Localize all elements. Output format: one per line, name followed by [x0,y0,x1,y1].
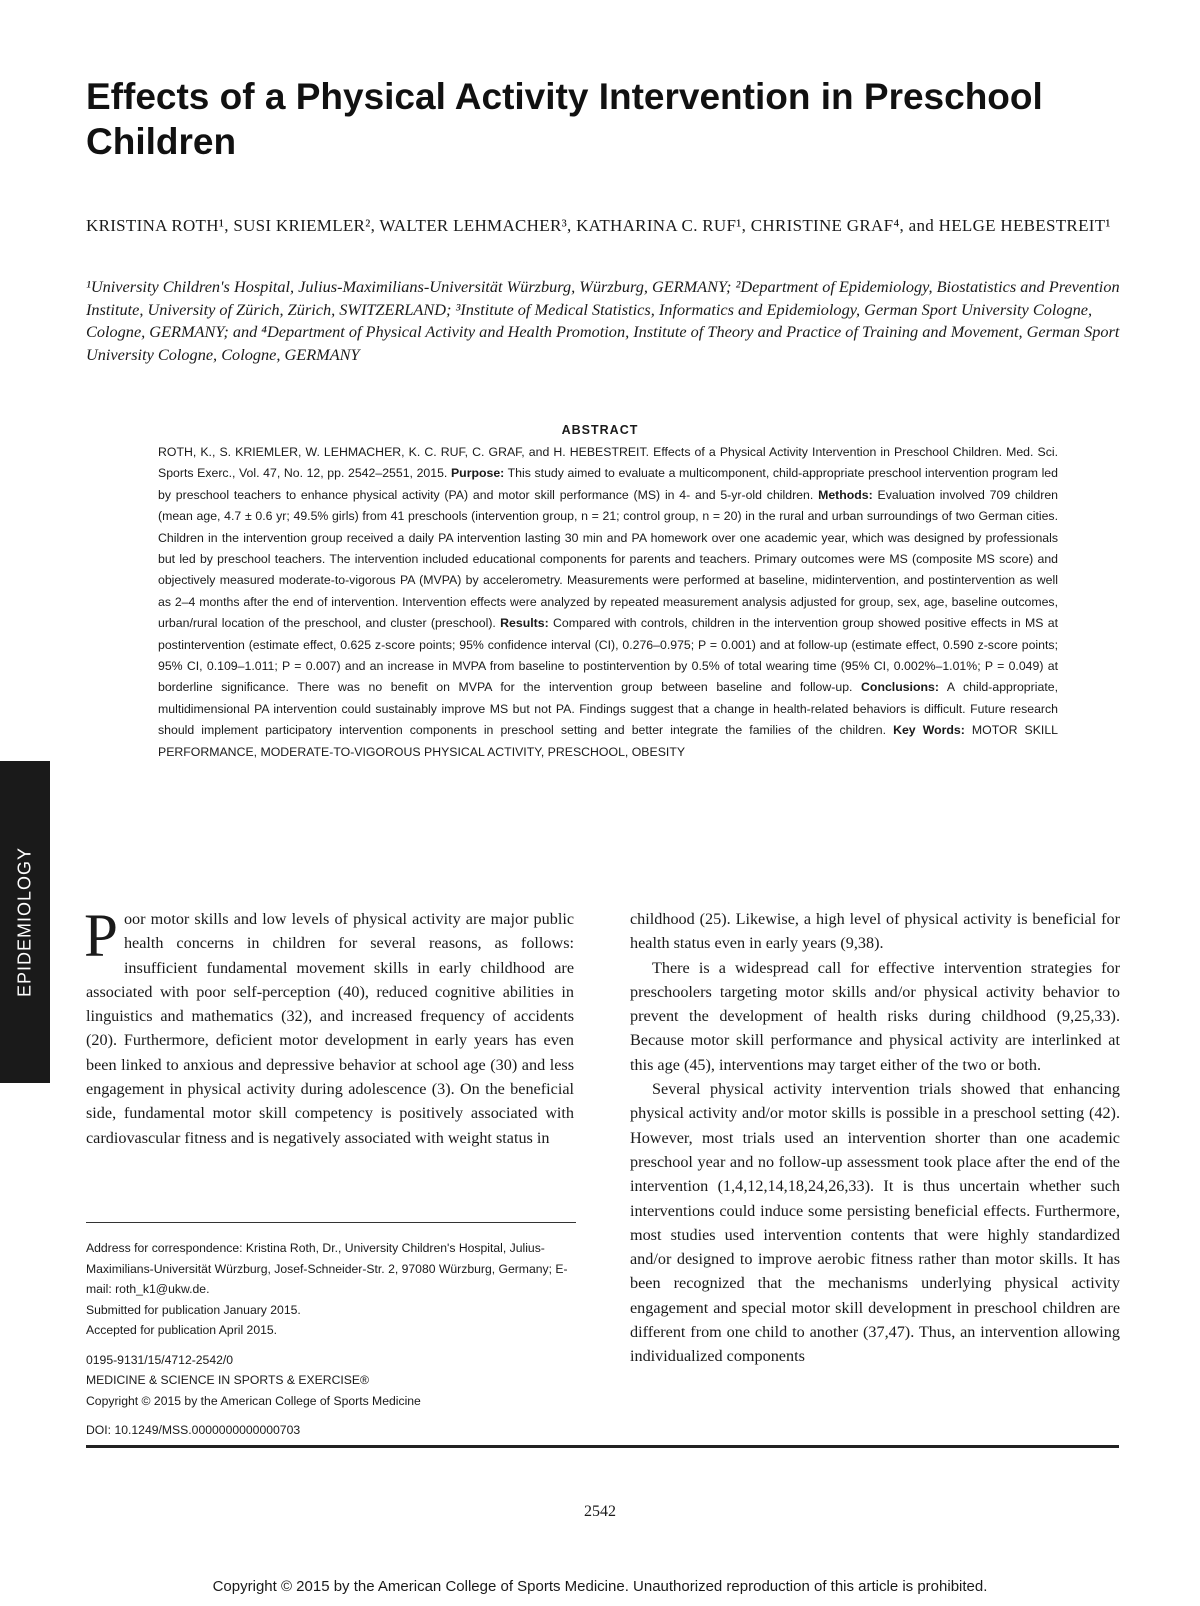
accepted-date: Accepted for publication April 2015. [86,1323,278,1337]
abstract-citation: ROTH, K., S. KRIEMLER, W. LEHMACHER, K. C. RUF, C. GRAF, and H. HEBESTREIT. Effects of a Physical Activity Intervention in Preschool Children. Med. Sci. Sports Exerc., Vol. 47, No. 12, pp. 2542–2551, 2015. [158,445,1058,481]
abstract-body [158,442,1058,763]
paragraph: There is a widespread call for effective intervention strategies for preschoolers targeting motor skills and/or physical activity behavior to prevent the development of health risks during childhood (9,25,33). Because motor skill performance and physical activity are interlinked at this age (45), interventions may target either of the two or both. [630,958,1120,1074]
drop-cap: P [84,903,118,970]
abstract-purpose-label: Purpose: [450,466,505,481]
abstract-results: Compared with controls, children in the intervention group showed positive effects in MS at postintervention (estimate effect, 0.625 z-score points; 95% confidence interval (CI), 0.276–0.975; P = 0.001) and at follow-up (estimate effect, 0.590 z-score points; 95% CI, 0.109–1.011; P = 0.007) and an increase in MVPA from baseline to postintervention by 0.5% of total wearing time (95% CI, 0.002%–1.01%; P = 0.049) at borderline significance. There was no benefit on MVPA for the intervention group between baseline and follow-up. [158,616,1059,695]
correspondence-address: Address for correspondence: Kristina Roth, Dr., University Children's Hospital, Julius-Maximilians-Universität Würzburg, Josef-Schneider-Str. 2, 97080 Würzburg, Germany; E-mail: roth_k1@ukw.de. [86,1241,568,1296]
abstract-methods-label: Methods: [818,487,873,502]
submitted-date: Submitted for publication January 2015. [86,1302,301,1317]
author-list: KRISTINA ROTH¹, SUSI KRIEMLER², WALTER LEHMACHER³, KATHARINA C. RUF¹, CHRISTINE GRAF⁴, and HELGE HEBESTREIT¹ [86,216,1111,235]
doi: DOI: 10.1249/MSS.0000000000000703 [86,1423,301,1437]
abstract-purpose: This study aimed to evaluate a multicomponent, child-appropriate preschool intervention program led by preschool teachers to enhance physical activity (PA) and motor skill performance (MS) in 4- and 5-yr-old children. [158,466,1058,502]
abstract-conclusions: A child-appropriate, multidimensional PA intervention could sustainably improve MS but not PA. Findings suggest that a change in health-related behaviors is difficult. Future research should implement participatory intervention components in preschool setting and better integrate the families of the children. [158,680,1058,738]
article-code: 0195-9131/15/4712-2542/0 [86,1352,234,1367]
affiliations: ¹University Children's Hospital, Julius-Maximilians-Universität Würzburg, Würzburg, GERMANY; ²Department of Epidemiology, Biostatistics and Prevention Institute, University of Zürich, Zürich, SWITZERLAND; ³Institute of Medical Statistics, Informatics and Epidemiology, German Sport University Cologne, Cologne, GERMANY; and ⁴Department of Physical Activity and Health Promotion, Institute of Theory and Practice of Training and Movement, German Sport University Cologne, Cologne, GERMANY [86,277,1120,364]
article-title: Effects of a Physical Activity Intervention in Preschool Children [86,76,1043,162]
paragraph-continued: childhood (25). Likewise, a high level of physical activity is beneficial for health status even in early years (9,38). [630,910,1120,953]
journal-copyright: Copyright © 2015 by the American College of Sports Medicine [86,1393,421,1408]
abstract-methods: Evaluation involved 709 children (mean age, 4.7 ± 0.6 yr; 49.5% girls) from 41 preschools (intervention group, n = 21; control group, n = 20) in the rural and urban surroundings of two German cities. Children in the intervention group received a daily PA intervention lasting 30 min and PA homework over one academic year, which was designed by professionals but led by preschool teachers. The intervention included educational components for parents and teachers. Primary outcomes were MS (composite MS score) and objectively measured moderate-to-vigorous PA (MVPA) by accelerometry. Measurements were performed at baseline, midintervention, and postintervention as well as 2–4 months after the end of intervention. Intervention effects were analyzed by repeated measurement analysis adjusted for group, sex, age, baseline outcomes, urban/rural location of the preschool, and cluster (preschool). [158,487,1059,631]
abstract-keywords-label: Key Words: [893,723,965,738]
body-column-left [84,903,574,1150]
copyright-notice: Copyright © 2015 by the American College of Sports Medicine. Unauthorized reproduction of this article is prohibited. [212,1578,988,1595]
body-column-right [630,907,1120,1369]
abstract-results-label: Results: [500,616,549,631]
section-tab [0,761,50,1083]
page-number: 2542 [584,1503,616,1520]
abstract-heading: ABSTRACT [561,423,639,437]
footnote [86,1238,576,1441]
paragraph: Several physical activity intervention trials showed that enhancing physical activity and/or motor skills is possible in a preschool setting (42). However, most trials used an intervention shorter than one academic preschool year and no follow-up assessment took place after the end of the intervention (1,4,12,14,18,24,26,33). It is thus uncertain whether such interventions could induce some persisting beneficial effects. Furthermore, most studies used intervention contents that were highly standardized and/or designed to improve aerobic fitness rather than motor skills. It has been recognized that the mechanisms underlying physical activity engagement and special motor skill development in preschool children are different from one child to another (37,47). Thus, an intervention allowing individualized components [630,1080,1120,1366]
footnote-divider [86,1222,576,1223]
page-divider [86,1445,1119,1448]
intro-paragraph [84,903,574,1150]
journal-name: MEDICINE & SCIENCE IN SPORTS & EXERCISE® [86,1373,370,1387]
intro-text: oor motor skills and low levels of physical activity are major public health concerns in children for several reasons, as follows: insufficient fundamental movement skills in early childhood are associated with poor self-perception (40), reduced cognitive abilities in linguistics and mathematics (32), and increased frequency of accidents (20). Furthermore, deficient motor development in early years has even been linked to anxious and depressive behavior at school age (30) and less engagement in physical activity during adolescence (3). On the beneficial side, fundamental motor skill competency is positively associated with cardiovascular fitness and is negatively associated with weight status in [86,910,574,1147]
section-tab-label: EPIDEMIOLOGY [14,846,35,998]
abstract-conclusions-label: Conclusions: [861,680,939,695]
abstract-keywords: MOTOR SKILL PERFORMANCE, MODERATE-TO-VIGOROUS PHYSICAL ACTIVITY, PRESCHOOL, OBESITY [158,723,1059,759]
